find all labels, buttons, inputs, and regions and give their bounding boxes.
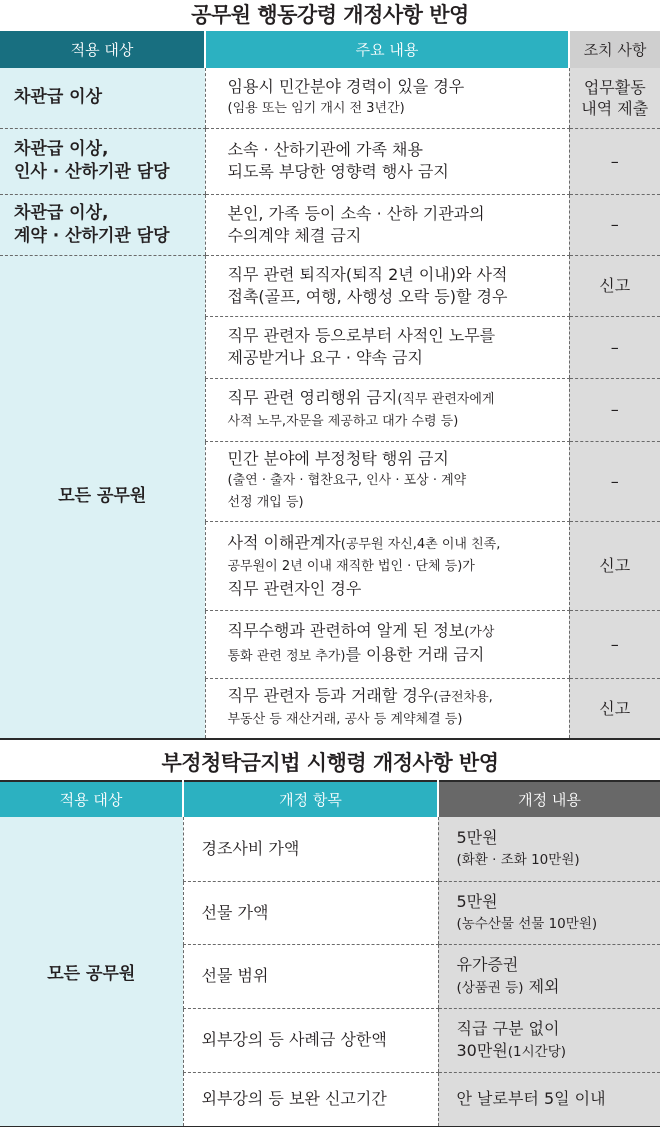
value-cell (438, 1008, 660, 1072)
action-line: 내역 제출 (581, 98, 649, 118)
target-line: 차관급 이상, (14, 202, 109, 223)
content-cell (205, 68, 569, 128)
table-row (0, 194, 660, 255)
content-note: (가상 (464, 625, 495, 640)
item-cell: 경조사비 가액 (183, 817, 438, 881)
content-text: 직무 관련 영리행위 금지 (227, 387, 398, 407)
action-cell (569, 68, 660, 128)
content-line (228, 387, 563, 411)
value-line (457, 976, 660, 999)
content-note: (공무원 자신,4촌 이내 친족, (340, 536, 501, 552)
action-cell: 신고 (569, 678, 660, 739)
section1-title: 공무원 행동강령 개정사항 반영 (191, 3, 469, 27)
content-note: (금전차용, (433, 690, 493, 706)
content-line: 민간 분야에 부정청탁 행위 금지 (227, 449, 449, 468)
value-line: 5만원 (456, 827, 498, 847)
value-line: 5만원 (456, 891, 498, 911)
content-line: 제공받거나 요구 · 약속 금지 (227, 348, 423, 367)
content-line: 직무 관련 퇴직자(퇴직 2년 이내)와 사적 (227, 264, 508, 284)
table-header-row (0, 31, 660, 68)
content-note: 사적 노무,자문을 제공하고 대가 수령 등) (227, 413, 459, 429)
target-line: 인사 · 산하기관 담당 (14, 162, 170, 182)
value-text: 30만원 (456, 1040, 508, 1060)
header-item: 개정 항목 (183, 781, 438, 817)
content-cell (205, 610, 569, 678)
content-note: 선정 개입 등) (227, 495, 304, 510)
content-cell (205, 255, 569, 316)
content-line: 직무 관련자 등으로부터 사적인 노무를 (227, 326, 496, 345)
target-cell-all: 모든 공무원 (0, 817, 183, 1126)
content-cell (205, 378, 569, 441)
target-cell (0, 128, 205, 194)
action-cell: – (569, 128, 660, 194)
value-note: (1시간당) (507, 1043, 567, 1060)
table-row (0, 255, 660, 316)
content-line: 본인, 가족 등이 소속 · 산하 기관과의 (227, 203, 485, 223)
content-text: 직무수행과 관련하여 알게 된 정보 (227, 621, 465, 640)
action-cell: – (569, 194, 660, 255)
item-cell: 외부강의 등 보완 신고기간 (183, 1072, 438, 1126)
value-note: (상품권 등) (456, 979, 524, 996)
content-text: 사적 이해관계자 (227, 532, 341, 552)
content-cell (205, 521, 569, 610)
content-note: 통화 관련 정보 추가) (227, 649, 346, 664)
content-note: (임용 또는 임기 개시 전 3년간) (227, 100, 405, 116)
header-action: 조치 사항 (569, 31, 660, 68)
target-cell: 차관급 이상 (0, 68, 205, 128)
content-line: 되도록 부당한 영향력 행사 금지 (227, 162, 449, 181)
content-cell (205, 441, 569, 521)
value-cell: 안 날로부터 5일 이내 (438, 1072, 660, 1126)
table-row (0, 68, 660, 128)
action-cell: 신고 (569, 521, 660, 610)
value-text: 제외 (523, 976, 560, 996)
value-note: (화환 · 조화 10만원) (456, 851, 580, 868)
content-text: 를 이용한 거래 금지 (345, 645, 485, 664)
content-line (228, 532, 563, 556)
value-line (457, 1040, 660, 1063)
content-line: 직무 관련자인 경우 (227, 578, 362, 598)
value-note: (농수산물 선물 10만원) (456, 915, 598, 932)
value-cell (438, 944, 660, 1008)
content-line (228, 685, 563, 709)
header-target: 적용 대상 (0, 781, 183, 817)
code-of-conduct-table (0, 31, 660, 740)
content-text: 직무 관련자 등과 거래할 경우 (227, 686, 434, 706)
content-line (228, 620, 563, 644)
content-line: 임용시 민간분야 경력이 있을 경우 (227, 76, 465, 96)
content-note: (출연 · 출자 · 협찬요구, 인사 · 포상 · 계약 (227, 473, 467, 488)
value-cell (438, 881, 660, 944)
target-line: 계약 · 산하기관 담당 (14, 225, 170, 246)
target-cell-all: 모든 공무원 (0, 255, 205, 739)
action-cell: – (569, 610, 660, 678)
table-header-row (0, 781, 660, 817)
item-cell: 선물 범위 (183, 944, 438, 1008)
table-row (0, 817, 660, 881)
section2-title: 부정청탁금지법 시행령 개정사항 반영 (161, 751, 499, 775)
content-line: 접촉(골프, 여행, 사행성 오락 등)할 경우 (227, 286, 508, 306)
item-cell: 선물 가액 (183, 881, 438, 944)
content-cell (205, 128, 569, 194)
content-cell (205, 678, 569, 739)
header-target: 적용 대상 (0, 31, 205, 68)
content-note: 공무원이 2년 이내 재직한 법인 · 단체 등)가 (227, 558, 475, 574)
value-line: 직급 구분 없이 (456, 1018, 560, 1038)
content-note: 부동산 등 재산거래, 공사 등 계약체결 등) (227, 712, 463, 728)
table-row (0, 128, 660, 194)
content-note: (직무 관련자에게 (397, 391, 495, 407)
action-cell: – (569, 316, 660, 378)
header-content: 개정 내용 (438, 781, 660, 817)
value-line: 유가증권 (456, 954, 519, 974)
anti-graft-table (0, 780, 660, 1127)
action-cell: – (569, 378, 660, 441)
value-cell (438, 817, 660, 881)
header-content: 주요 내용 (205, 31, 569, 68)
content-line (228, 644, 563, 668)
target-cell (0, 194, 205, 255)
action-cell: 신고 (569, 255, 660, 316)
content-line: 수의계약 체결 금지 (227, 225, 362, 245)
content-line: 소속 · 산하기관에 가족 채용 (227, 140, 423, 159)
action-line: 업무활동 (583, 77, 646, 97)
content-cell (205, 194, 569, 255)
action-cell: – (569, 441, 660, 521)
item-cell: 외부강의 등 사례금 상한액 (183, 1008, 438, 1072)
content-cell (205, 316, 569, 378)
target-line: 차관급 이상, (14, 139, 109, 159)
